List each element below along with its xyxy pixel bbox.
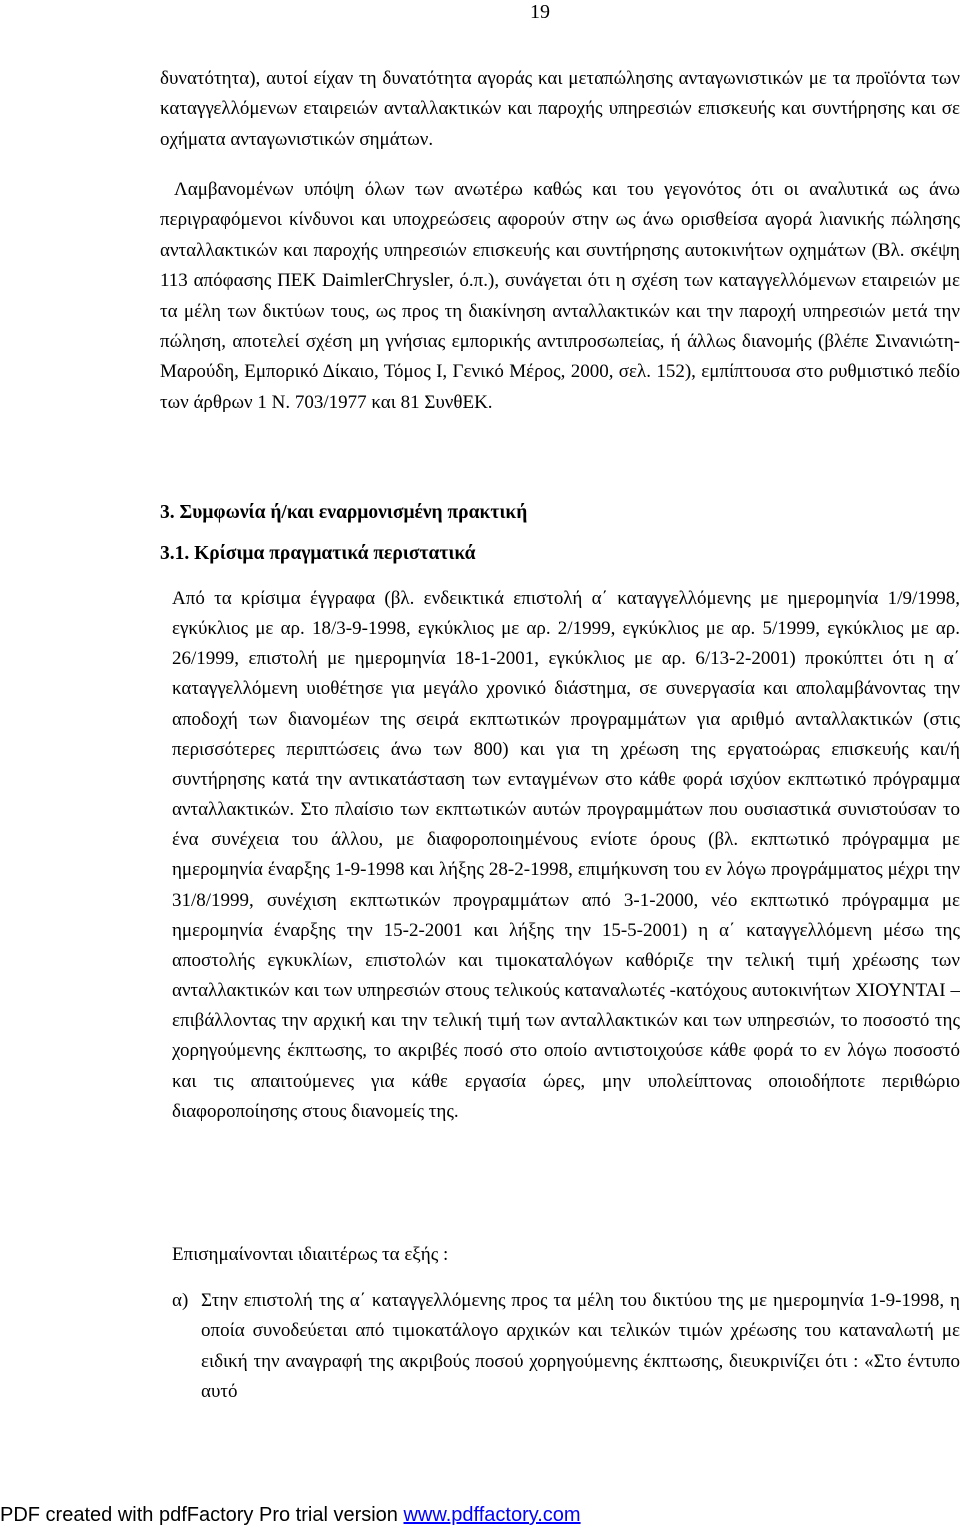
list-item-a [172,1286,960,1408]
footer-text: PDF created with pdfFactory Pro trial version [0,1504,404,1526]
subsection-heading-facts: 3.1. Κρίσιμα πραγματικά περιστατικά [160,543,476,564]
footer-link[interactable]: www.pdffactory.com [403,1504,581,1526]
list-item-text: Στην επιστολή της α΄ καταγγελλόμενης προς τα μέλη του δικτύου της με ημερομηνία 1-9-1998, η οποία συνοδεύεται από τιμοκατάλογο αρχικών και τελικών τιμών χρέωσης του καταναλωτή με ειδική την αναγραφή της ακριβούς ποσού χορηγούμενης έκπτωσης, διευκρινίζει ότι : «Στο έντυπο αυτό [201,1290,960,1403]
page-number: 19 [530,1,550,23]
paragraph-continuation: δυνατότητα), αυτοί είχαν τη δυνατότητα αγοράς και μεταπώλησης ανταγωνιστικών με τα προϊόντα των καταγγελλόμενων εταιρειών ανταλλακτικών και παροχής υπηρεσιών επισκευής και συντήρησης και σε οχήματα ανταγωνιστικών σημάτων. [160,68,960,150]
list-marker: α) [172,1290,189,1311]
paragraph-notes-intro: Επισημαίνονται ιδιαιτέρως τα εξής : [172,1244,449,1265]
paragraph-assessment: Λαμβανομένων υπόψη όλων των ανωτέρω καθώς και του γεγονότος ότι οι αναλυτικά ως άνω περιγραφόμενοι κίνδυνοι και υποχρεώσεις αφορούν στην ως άνω ορισθείσα αγορά λιανικής πώλησης ανταλλακτικών και παροχής υπηρεσιών επισκευής και συντήρησης αυτοκινήτων οχημάτων (Βλ. σκέψη 113 απόφασης ΠΕΚ DaimlerChrysler, ό.π.), συνάγεται ότι η σχέση των καταγγελλόμενων εταιρειών με τα μέλη των δικτύων τους, ως προς τη διακίνηση ανταλλακτικών και την παροχή υπηρεσιών μετά την πώληση, αποτελεί σχέση μη γνήσιας εμπορικής αντιπροσωπείας, ή άλλως διανομής (βλέπε Σινανιώτη-Μαρούδη, Εμπορικό Δίκαιο, Τόμος Ι, Γενικό Μέρος, 2000, σελ. 152), εμπίπτουσα στο ρυθμιστικό πεδίο των άρθρων 1 Ν. 703/1977 και 81 ΣυνθΕΚ. [160,179,960,413]
paragraph-facts: Από τα κρίσιμα έγγραφα (βλ. ενδεικτικά επιστολή α΄ καταγγελλόμενης με ημερομηνία 1/9/1998, εγκύκλιος με αρ. 18/3-9-1998, εγκύκλιος με αρ. 2/1999, εγκύκλιος με αρ. 5/1999, εγκύκλιος με αρ. 26/1999, επιστολή με ημερομηνία 18-1-2001, εγκύκλιος με αρ. 6/13-2-2001) προκύπτει ότι η α΄ καταγγελλόμενη υιοθέτησε για μεγάλο χρονικό διάστημα, σε συνεργασία και απολαμβάνοντας την αποδοχή των διανομέων της σειρά εκπτωτικών προγραμμάτων για αριθμό ανταλλακτικών (στις περισσότερες περιπτώσεις άνω των 800) και για τη χρέωση της εργατοώρας επισκευής και/ή συντήρησης κατά την αντικατάσταση των ενταγμένων στο κάθε φορά ισχύον εκπτωτικό πρόγραμμα ανταλλακτικών. Στο πλαίσιο των εκπτωτικών αυτών προγραμμάτων που ουσιαστικά συνιστούσαν το ένα συνέχεια του άλλου, με διαφοροποιημένους ενίοτε όρους (βλ. εκπτωτικό πρόγραμμα με ημερομηνία έναρξης 1-9-1998 και λήξης 28-2-1998, επιμήκυνση του εν λόγω προγράμματος μέχρι την 31/8/1999, συνέχιση εκπτωτικών προγραμμάτων από 3-1-2000, νέο εκπτωτικό πρόγραμμα με ημερομηνία έναρξης την 15-2-2001 και λήξης την 15-5-2001) η α΄ καταγγελλόμενη μέσω της αποστολής εγκυκλίων, επιστολών και τιμοκαταλόγων καθόριζε την τελική τιμή χρέωσης των ανταλλακτικών και των υπηρεσιών στους τελικούς καταναλωτές -κατόχους αυτοκινήτων ΧΙΟΥΝΤΑΙ – επιβάλλοντας την αρχική και την τελική τιμή των ανταλλακτικών και των υπηρεσιών, το ποσοστό της χορηγούμενης έκπτωσης, το ακριβές ποσό στο οποίο αντιστοιχούσε κάθε φορά το εν λόγω ποσοστό και τις απαιτούμενες για κάθε εργασία ώρες, μην υπολείπτονας οποιοδήποτε περιθώριο διαφοροποίησης στους διανομείς της. [172,588,960,1122]
pdf-footer [0,1501,581,1529]
section-heading-agreement: 3. Συμφωνία ή/και εναρμονισμένη πρακτική [160,502,528,523]
